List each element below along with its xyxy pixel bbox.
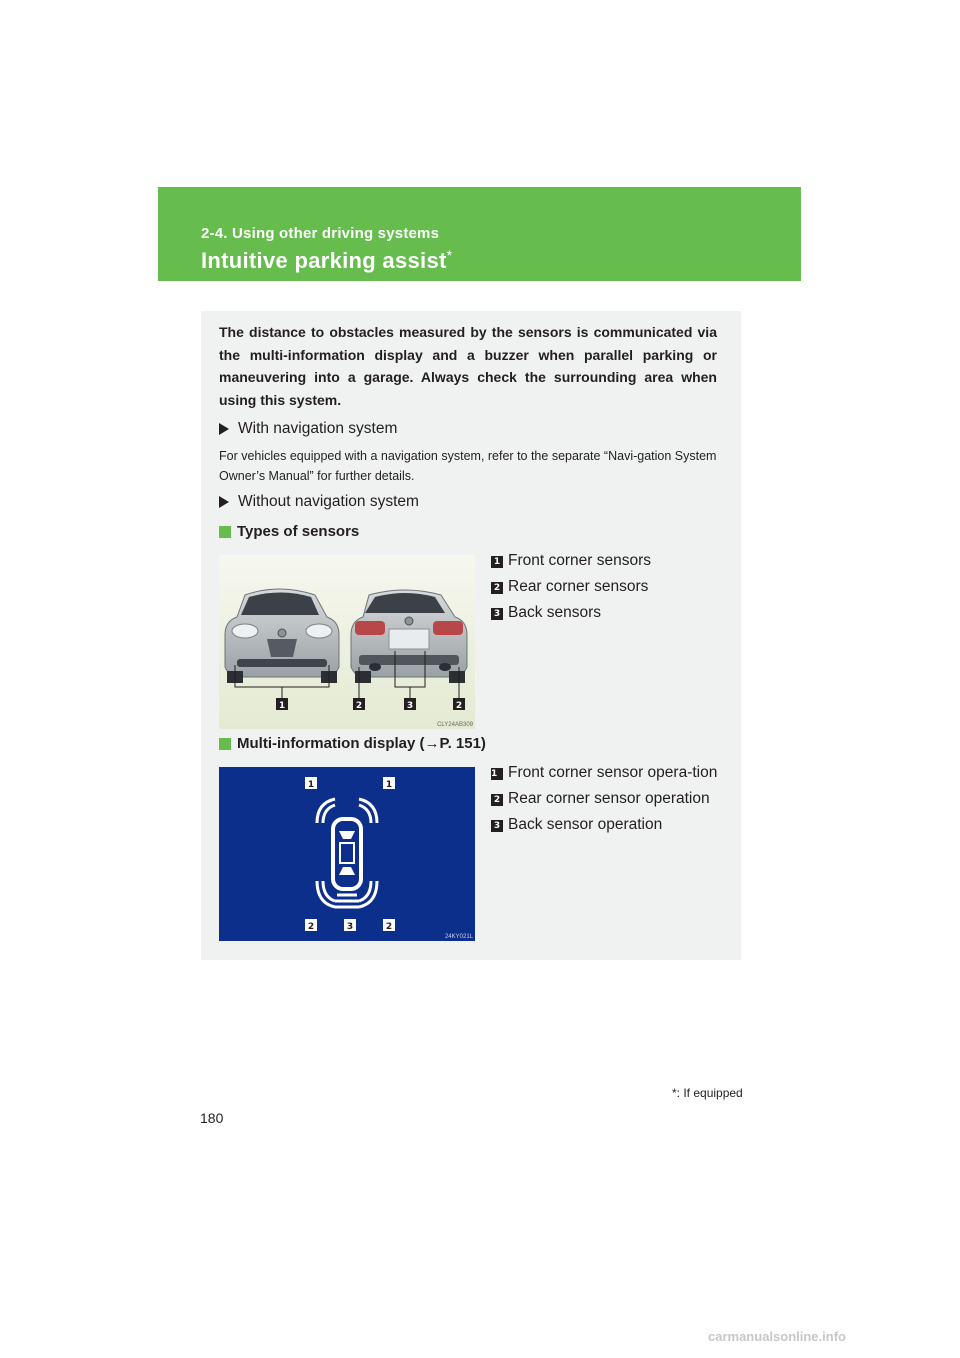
number-badge-icon: 1 xyxy=(491,768,503,780)
sensor-location-photo xyxy=(219,555,475,729)
callout-number: 2 xyxy=(455,701,463,711)
nav-subhead-label: With navigation system xyxy=(238,420,398,437)
display-heading xyxy=(219,735,486,752)
legend-item-front-corner-operation xyxy=(491,762,718,784)
callout-number: 3 xyxy=(346,922,354,932)
sensor-legend xyxy=(491,550,721,624)
page-title-text: Intuitive parking assist xyxy=(201,248,447,273)
number-badge-icon: 2 xyxy=(491,582,503,594)
legend-label: Front corner sensors xyxy=(508,552,651,569)
legend-item-rear-corner xyxy=(491,576,721,598)
legend-label: Rear corner sensors xyxy=(508,578,649,595)
legend-item-back xyxy=(491,602,721,624)
header-band xyxy=(158,187,801,281)
legend-label: Back sensor operation xyxy=(508,816,663,833)
triangle-bullet-icon xyxy=(219,496,229,508)
callout-number: 3 xyxy=(406,701,414,711)
display-illustration xyxy=(219,767,475,941)
page-title xyxy=(201,247,452,274)
footnote: *: If equipped xyxy=(672,1086,743,1100)
callout-number: 1 xyxy=(385,780,393,790)
callout-number: 2 xyxy=(307,922,315,932)
number-badge-icon: 3 xyxy=(491,820,503,832)
square-bullet-icon xyxy=(219,738,231,750)
nav-note: For vehicles equipped with a navigation system, refer to the separate “Navi-gation System Owner’s Manual” for further details. xyxy=(219,449,717,483)
legend-label: Front corner sensor opera-tion xyxy=(508,764,718,781)
non-nav-subhead-label: Without navigation system xyxy=(238,493,419,510)
if-equipped-marker: * xyxy=(446,247,453,263)
content-box xyxy=(201,311,741,960)
section-label: 2-4. Using other driving systems xyxy=(201,225,440,242)
legend-label: Rear corner sensor operation xyxy=(508,790,710,807)
multi-information-display-image xyxy=(219,767,475,941)
nav-subhead xyxy=(219,420,397,438)
photo-code: CLY24AB309 xyxy=(437,722,473,728)
legend-item-rear-corner-operation xyxy=(491,788,721,810)
legend-item-front-corner xyxy=(491,550,721,572)
display-legend xyxy=(491,762,721,836)
callout-number: 1 xyxy=(278,701,286,711)
number-badge-icon: 2 xyxy=(491,794,503,806)
callout-number: 1 xyxy=(307,780,315,790)
callout-number: 2 xyxy=(355,701,363,711)
page-number: 180 xyxy=(200,1110,224,1126)
callout-number: 2 xyxy=(385,922,393,932)
legend-label: Back sensors xyxy=(508,604,602,621)
display-heading-label: Multi-information display (→P. 151) xyxy=(237,735,486,752)
sensors-heading-label: Types of sensors xyxy=(237,523,360,540)
non-nav-subhead xyxy=(219,493,419,511)
legend-item-back-operation xyxy=(491,814,721,836)
square-bullet-icon xyxy=(219,526,231,538)
number-badge-icon: 1 xyxy=(491,556,503,568)
watermark: carmanualsonline.info xyxy=(708,1329,846,1344)
car-photo-illustration xyxy=(219,555,475,729)
intro-text: The distance to obstacles measured by the sensors is communicated via the multi-information display and a buzzer when parallel parking or maneuvering into a garage. Always check the surrounding area when using this system. xyxy=(219,324,717,408)
number-badge-icon: 3 xyxy=(491,608,503,620)
triangle-bullet-icon xyxy=(219,423,229,435)
display-image-code: 24KY021L xyxy=(444,934,473,940)
sensors-heading xyxy=(219,523,359,540)
